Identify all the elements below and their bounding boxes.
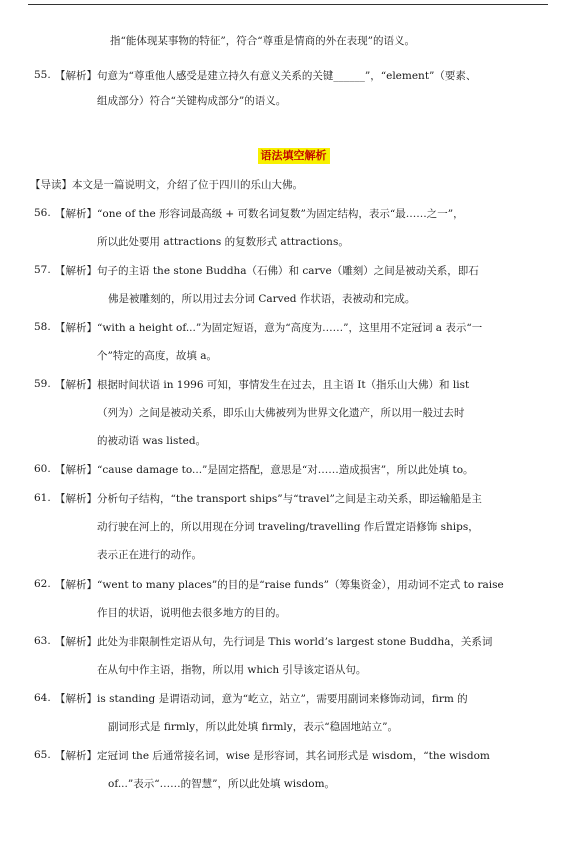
item-line: 【解析】“cause damage to...”是固定搭配，意思是“对……造成损害”，所以此处填 to。	[55, 464, 474, 476]
item-number: 59.	[34, 378, 51, 390]
item-line: 的被动语 was listed。	[97, 435, 207, 447]
item-number: 61.	[34, 492, 51, 504]
item-line: of...”表示“……的智慧”，所以此处填 wisdom。	[108, 778, 336, 790]
section-heading: 语法填空解析	[258, 148, 330, 164]
top-rule	[28, 4, 548, 5]
item-line: 【解析】is standing 是谓语动词，意为“屹立，站立”，需要用副词来修饰动词，firm 的	[55, 693, 468, 705]
item-line: 副词形式是 firmly，所以此处填 firmly，表示“稳固地站立”。	[108, 721, 398, 733]
item-line: 个”特定的高度，故填 a。	[97, 350, 217, 362]
section-heading-wrap	[0, 148, 587, 164]
item-line: 动行驶在河上的，所以用现在分词 traveling/travelling 作后置定语修饰 ships，	[97, 521, 479, 533]
item-line: 表示正在进行的动作。	[97, 549, 202, 561]
item-number: 64.	[34, 692, 51, 704]
guide-text: 【导读】本文是一篇说明文，介绍了位于四川的乐山大佛。	[30, 179, 303, 191]
item-line: 【解析】“with a height of...”为固定短语，意为“高度为……”，这里用不定冠词 a 表示“一	[55, 322, 483, 334]
item-line: 【解析】句子的主语 the stone Buddha（石佛）和 carve（雕刻）之间是被动关系，即石	[55, 265, 479, 277]
item-number: 57.	[34, 264, 51, 276]
item-line: 佛是被雕刻的，所以用过去分词 Carved 作状语，表被动和完成。	[108, 293, 416, 305]
item-line: 作目的状语，说明他去很多地方的目的。	[97, 607, 286, 619]
item-line: 【解析】此处为非限制性定语从句，先行词是 This world’s largest stone Buddha，关系词	[55, 636, 493, 648]
item-line: （列为）之间是被动关系，即乐山大佛被列为世界文化遗产，所以用一般过去时	[97, 407, 465, 419]
item-line: 【解析】“one of the 形容词最高级 + 可数名词复数”为固定结构，表示“最……之一”，	[55, 208, 464, 220]
item-line: 组成部分）符合“关键构成部分”的语义。	[97, 95, 287, 107]
item-number: 62.	[34, 578, 51, 590]
item-number: 63.	[34, 635, 51, 647]
item-number: 55.	[34, 69, 51, 81]
item-line: 【解析】根据时间状语 in 1996 可知，事情发生在过去，且主语 It（指乐山大佛）和 list	[55, 379, 470, 391]
item-number: 65.	[34, 749, 51, 761]
item-line: 【解析】分析句子结构，“the transport ships”与“travel”之间是主动关系，即运输船是主	[55, 493, 482, 505]
item-line: 【解析】句意为“尊重他人感受是建立持久有意义关系的关键______”，“element”（要素、	[55, 70, 477, 82]
item-number: 56.	[34, 207, 51, 219]
item-line: 在从句中作主语，指物，所以用 which 引导该定语从句。	[97, 664, 367, 676]
item-number: 58.	[34, 321, 51, 333]
item-line: 所以此处要用 attractions 的复数形式 attractions。	[97, 236, 349, 248]
intro-line: 指“能体现某事物的特征”，符合“尊重是情商的外在表现”的语义。	[110, 35, 415, 47]
item-number: 60.	[34, 463, 51, 475]
item-line: 【解析】定冠词 the 后通常接名词，wise 是形容词，其名词形式是 wisdom，“the wisdom	[55, 750, 490, 762]
item-line: 【解析】“went to many places”的目的是“raise funds”（筹集资金），用动词不定式 to raise	[55, 579, 504, 591]
